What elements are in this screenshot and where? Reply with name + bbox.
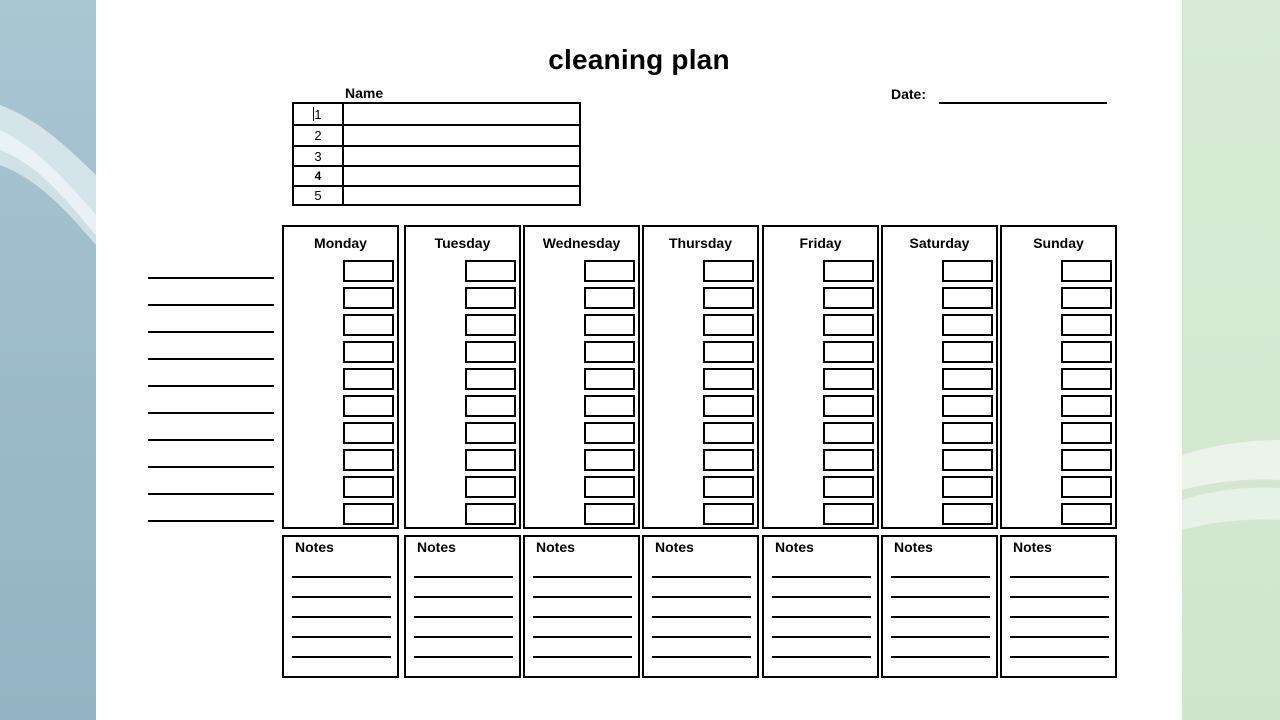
task-checkbox[interactable] <box>823 476 874 498</box>
wave-decoration <box>1182 0 1280 720</box>
note-line[interactable] <box>891 596 990 598</box>
task-checkbox[interactable] <box>584 314 635 336</box>
task-checkbox[interactable] <box>584 449 635 471</box>
note-line[interactable] <box>533 656 632 658</box>
name-header: Name <box>345 85 384 101</box>
day-column-saturday <box>881 225 998 529</box>
note-line[interactable] <box>652 636 751 638</box>
task-checkbox[interactable] <box>703 476 754 498</box>
notes-label: Notes <box>536 539 575 555</box>
task-checkbox[interactable] <box>942 422 993 444</box>
note-line[interactable] <box>772 656 871 658</box>
task-line[interactable] <box>148 439 274 441</box>
task-line[interactable] <box>148 277 274 279</box>
task-line[interactable] <box>148 358 274 360</box>
task-checkbox[interactable] <box>343 476 394 498</box>
task-checkbox[interactable] <box>343 422 394 444</box>
note-line[interactable] <box>652 616 751 618</box>
day-header: Thursday <box>668 235 732 251</box>
note-line[interactable] <box>891 656 990 658</box>
note-line[interactable] <box>533 576 632 578</box>
notes-box-wednesday <box>523 535 640 678</box>
task-checkbox[interactable] <box>343 449 394 471</box>
task-checkbox[interactable] <box>823 341 874 363</box>
notes-label: Notes <box>417 539 456 555</box>
task-checkbox[interactable] <box>703 449 754 471</box>
task-checkbox[interactable] <box>343 341 394 363</box>
name-input-cell[interactable] <box>342 187 579 204</box>
task-checkbox[interactable] <box>703 341 754 363</box>
name-row-number: 3 <box>314 148 322 164</box>
day-column-wednesday <box>523 225 640 529</box>
task-checkbox[interactable] <box>1061 395 1112 417</box>
task-checkbox[interactable] <box>942 368 993 390</box>
task-checkbox[interactable] <box>942 449 993 471</box>
task-checkbox[interactable] <box>343 503 394 525</box>
note-line[interactable] <box>292 636 391 638</box>
note-line[interactable] <box>533 636 632 638</box>
task-checkbox[interactable] <box>823 503 874 525</box>
task-checkbox[interactable] <box>343 314 394 336</box>
day-header: Wednesday <box>542 235 621 251</box>
task-checkbox[interactable] <box>703 503 754 525</box>
day-header: Sunday <box>1033 235 1084 251</box>
task-checkbox[interactable] <box>1061 314 1112 336</box>
notes-label: Notes <box>655 539 694 555</box>
task-checkbox[interactable] <box>343 260 394 282</box>
task-checkbox[interactable] <box>703 287 754 309</box>
note-line[interactable] <box>772 616 871 618</box>
note-line[interactable] <box>772 596 871 598</box>
name-row-number: 1 <box>314 106 322 122</box>
name-row <box>294 165 579 185</box>
task-checkbox[interactable] <box>823 287 874 309</box>
note-line[interactable] <box>1010 636 1109 638</box>
task-checkbox[interactable] <box>1061 341 1112 363</box>
task-checkbox[interactable] <box>942 476 993 498</box>
task-checkbox[interactable] <box>465 503 516 525</box>
task-checkbox[interactable] <box>1061 368 1112 390</box>
task-checkbox[interactable] <box>1061 287 1112 309</box>
note-line[interactable] <box>292 616 391 618</box>
task-checkbox[interactable] <box>703 395 754 417</box>
note-line[interactable] <box>414 576 513 578</box>
name-row <box>294 185 579 204</box>
note-line[interactable] <box>533 616 632 618</box>
notes-label: Notes <box>1013 539 1052 555</box>
task-checkbox[interactable] <box>942 341 993 363</box>
name-row <box>294 124 579 145</box>
wave-decoration <box>0 0 96 720</box>
note-line[interactable] <box>414 656 513 658</box>
day-column-monday <box>282 225 399 529</box>
task-checkbox[interactable] <box>703 422 754 444</box>
task-checkbox[interactable] <box>942 395 993 417</box>
notes-box-sunday <box>1000 535 1117 678</box>
day-header: Saturday <box>909 235 970 251</box>
task-line[interactable] <box>148 466 274 468</box>
task-checkbox[interactable] <box>823 449 874 471</box>
task-checkbox[interactable] <box>584 368 635 390</box>
task-line[interactable] <box>148 385 274 387</box>
note-line[interactable] <box>292 576 391 578</box>
name-row-number: 4 <box>314 169 322 183</box>
day-header: Friday <box>799 235 842 251</box>
day-header: Tuesday <box>434 235 491 251</box>
right-decorative-panel <box>1182 0 1280 720</box>
date-field[interactable] <box>939 102 1107 104</box>
task-checkbox[interactable] <box>823 260 874 282</box>
date-label: Date: <box>891 86 927 102</box>
day-column-thursday <box>642 225 759 529</box>
task-checkbox[interactable] <box>584 341 635 363</box>
task-checkbox[interactable] <box>465 476 516 498</box>
note-line[interactable] <box>891 636 990 638</box>
task-checkbox[interactable] <box>1061 449 1112 471</box>
day-column-sunday <box>1000 225 1117 529</box>
notes-label: Notes <box>295 539 334 555</box>
task-checkbox[interactable] <box>465 368 516 390</box>
name-row-number: 5 <box>314 188 322 203</box>
task-checkbox[interactable] <box>942 314 993 336</box>
note-line[interactable] <box>414 616 513 618</box>
task-checkbox[interactable] <box>703 260 754 282</box>
task-checkbox[interactable] <box>823 368 874 390</box>
note-line[interactable] <box>1010 596 1109 598</box>
note-line[interactable] <box>1010 616 1109 618</box>
notes-box-monday <box>282 535 399 678</box>
notes-box-thursday <box>642 535 759 678</box>
note-line[interactable] <box>652 596 751 598</box>
task-checkbox[interactable] <box>343 287 394 309</box>
task-checkbox[interactable] <box>942 287 993 309</box>
task-checkbox[interactable] <box>584 503 635 525</box>
task-checkbox[interactable] <box>465 395 516 417</box>
task-checkbox[interactable] <box>942 260 993 282</box>
note-line[interactable] <box>891 616 990 618</box>
day-header: Monday <box>314 235 367 251</box>
task-checkbox[interactable] <box>1061 422 1112 444</box>
task-checkbox[interactable] <box>703 314 754 336</box>
text-cursor <box>313 107 314 121</box>
task-checkbox[interactable] <box>942 503 993 525</box>
note-line[interactable] <box>292 656 391 658</box>
left-decorative-panel <box>0 0 96 720</box>
task-checkbox[interactable] <box>823 395 874 417</box>
note-line[interactable] <box>652 576 751 578</box>
day-column-friday <box>762 225 879 529</box>
note-line[interactable] <box>414 596 513 598</box>
task-checkbox[interactable] <box>465 341 516 363</box>
name-row <box>294 145 579 165</box>
task-checkbox[interactable] <box>343 368 394 390</box>
task-checkbox[interactable] <box>703 368 754 390</box>
name-row <box>294 104 579 124</box>
task-checkbox[interactable] <box>1061 476 1112 498</box>
notes-label: Notes <box>775 539 814 555</box>
task-checkbox[interactable] <box>465 422 516 444</box>
notes-label: Notes <box>894 539 933 555</box>
task-checkbox[interactable] <box>584 422 635 444</box>
task-checkbox[interactable] <box>1061 503 1112 525</box>
task-checkbox[interactable] <box>465 314 516 336</box>
task-line[interactable] <box>148 520 274 522</box>
note-line[interactable] <box>652 656 751 658</box>
task-checkbox[interactable] <box>584 287 635 309</box>
task-checkbox[interactable] <box>343 395 394 417</box>
task-line[interactable] <box>148 331 274 333</box>
notes-box-saturday <box>881 535 998 678</box>
notes-box-friday <box>762 535 879 678</box>
name-row-number: 2 <box>314 128 322 143</box>
name-table <box>292 102 581 206</box>
note-line[interactable] <box>891 576 990 578</box>
task-checkbox[interactable] <box>465 260 516 282</box>
task-checkbox[interactable] <box>823 422 874 444</box>
task-line[interactable] <box>148 412 274 414</box>
notes-box-tuesday <box>404 535 521 678</box>
name-input-cell[interactable] <box>342 126 579 145</box>
task-checkbox[interactable] <box>465 449 516 471</box>
task-checkbox[interactable] <box>584 260 635 282</box>
note-line[interactable] <box>292 596 391 598</box>
task-checkbox[interactable] <box>1061 260 1112 282</box>
name-input-cell[interactable] <box>342 147 579 165</box>
note-line[interactable] <box>772 636 871 638</box>
name-input-cell[interactable] <box>342 104 579 124</box>
task-checkbox[interactable] <box>823 314 874 336</box>
note-line[interactable] <box>1010 576 1109 578</box>
task-line[interactable] <box>148 493 274 495</box>
task-line[interactable] <box>148 304 274 306</box>
page-title: cleaning plan <box>548 44 730 75</box>
note-line[interactable] <box>772 576 871 578</box>
note-line[interactable] <box>533 596 632 598</box>
day-column-tuesday <box>404 225 521 529</box>
cleaning-plan-document <box>96 0 1182 720</box>
task-checkbox[interactable] <box>584 476 635 498</box>
note-line[interactable] <box>1010 656 1109 658</box>
task-checkbox[interactable] <box>465 287 516 309</box>
name-input-cell[interactable] <box>342 167 579 185</box>
note-line[interactable] <box>414 636 513 638</box>
task-checkbox[interactable] <box>584 395 635 417</box>
